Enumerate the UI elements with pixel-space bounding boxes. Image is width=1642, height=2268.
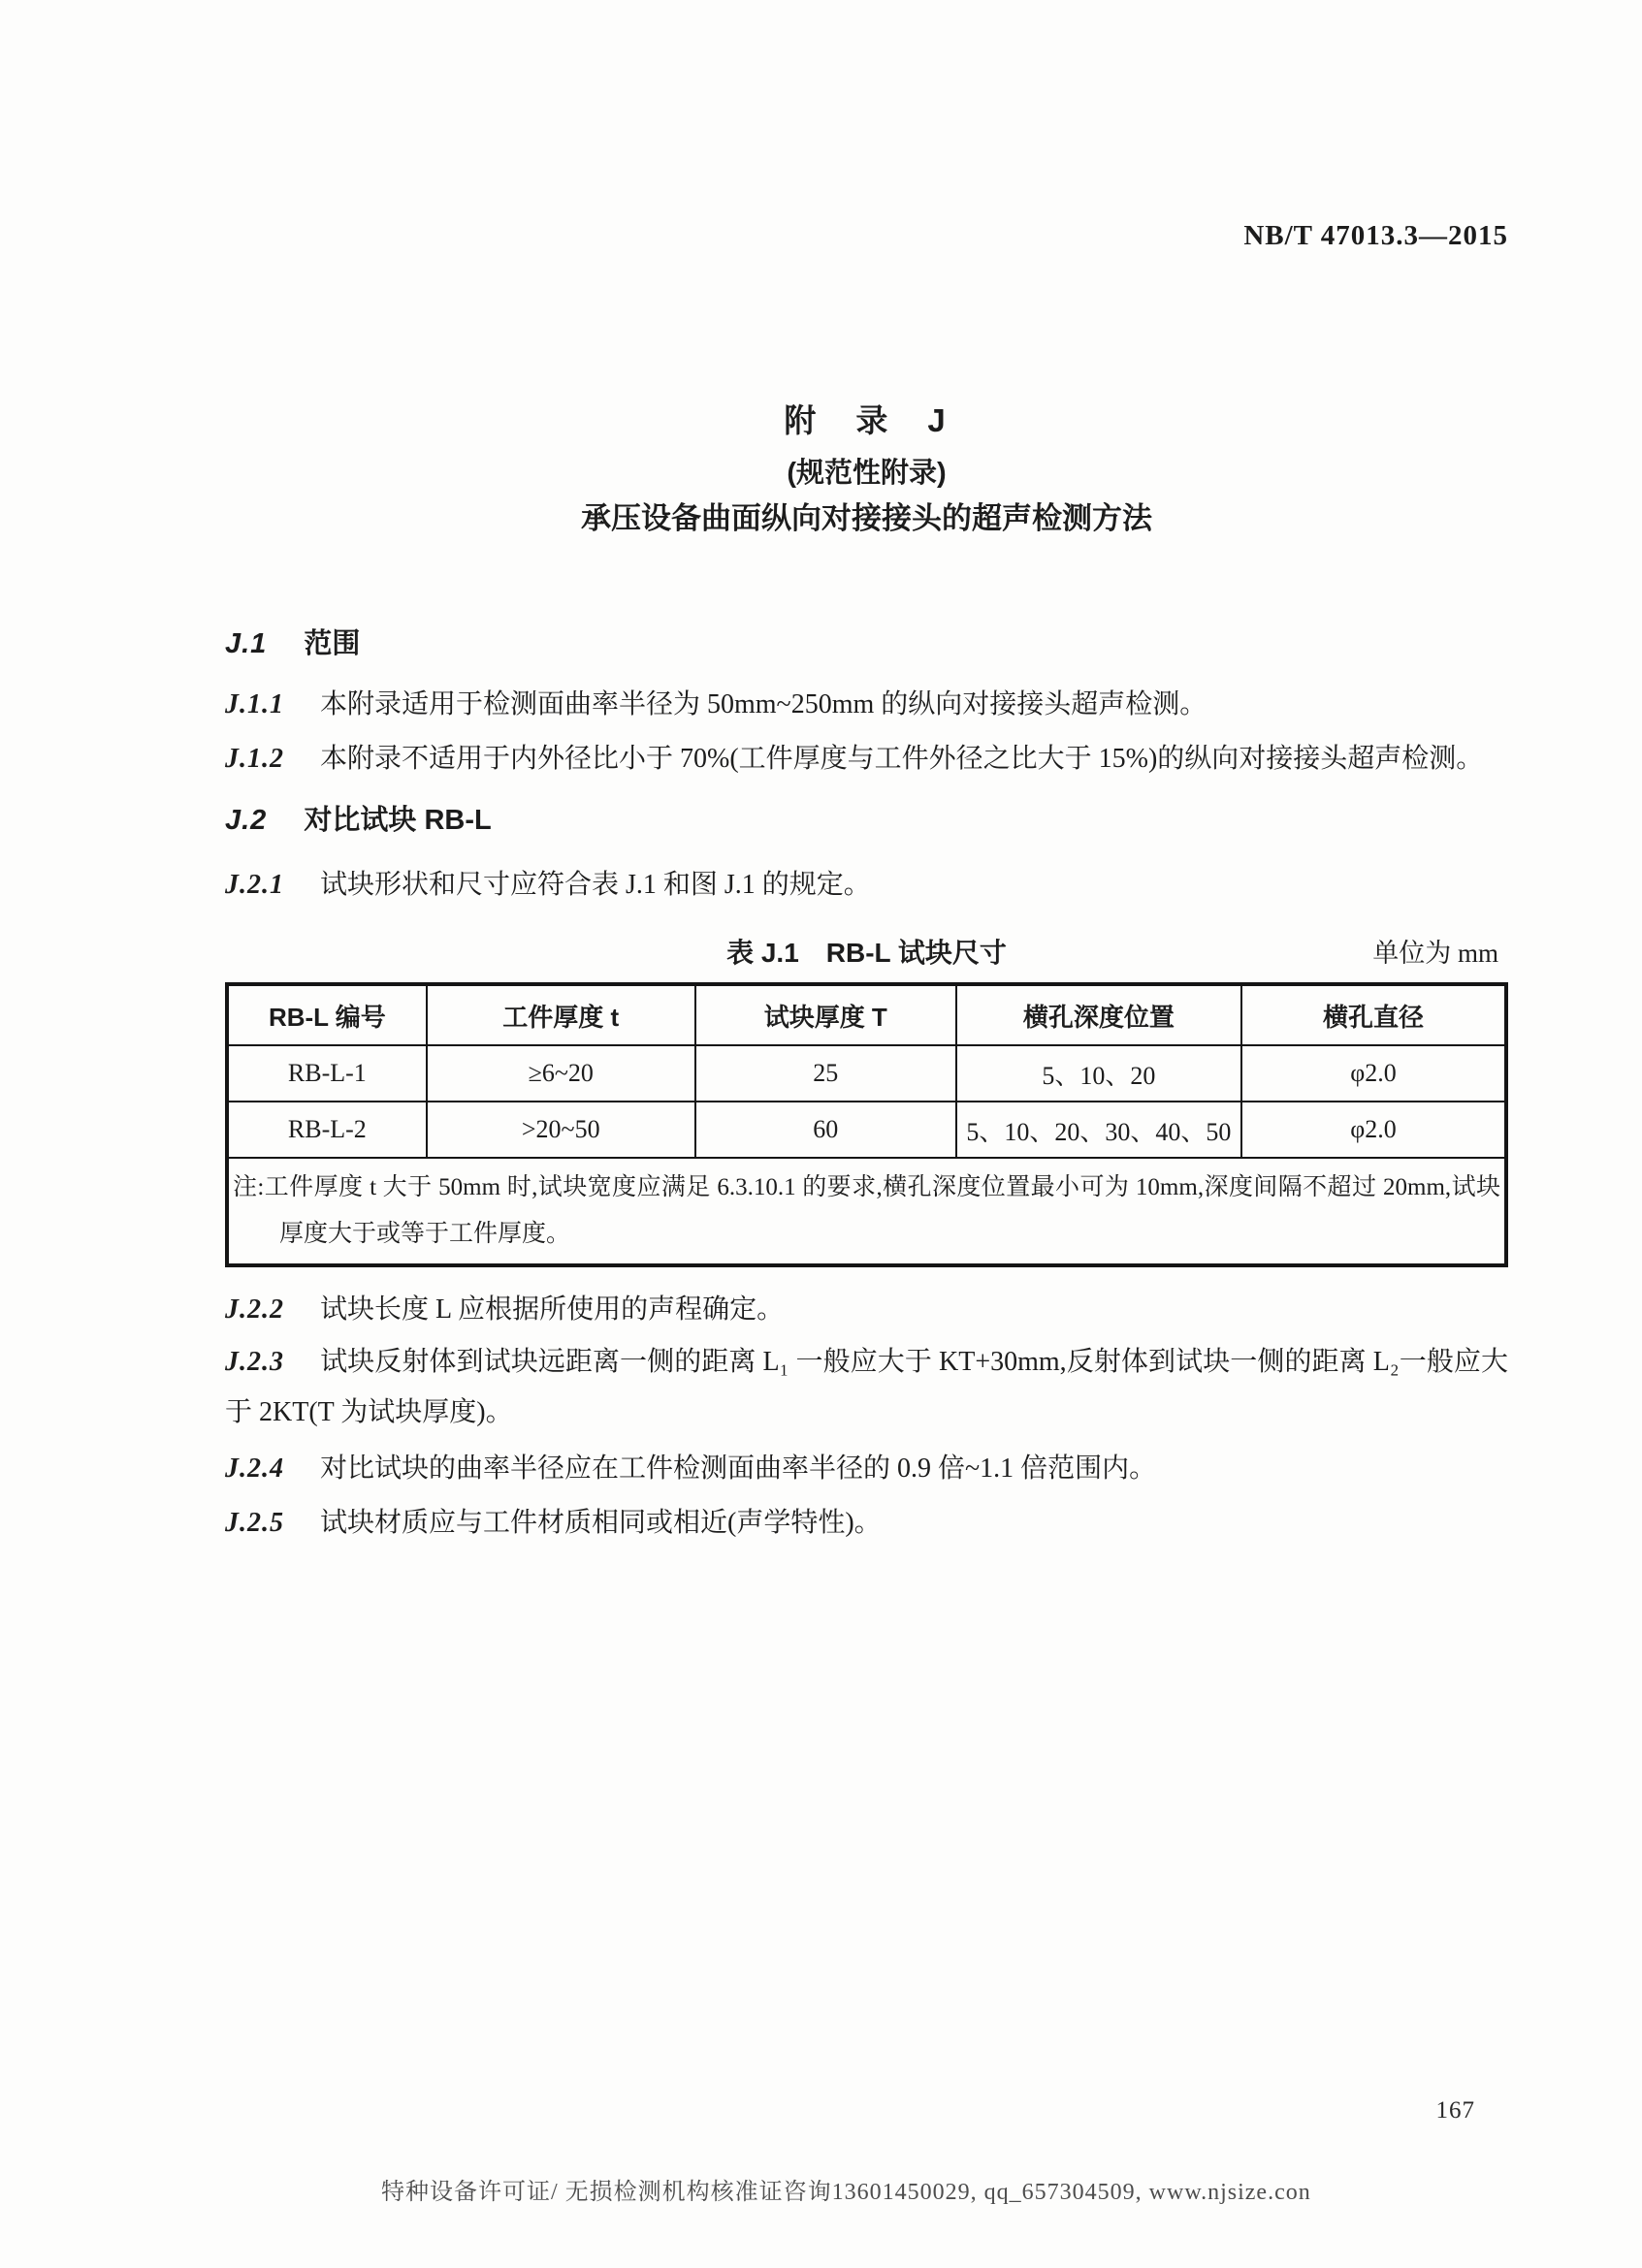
footer-watermark: 特种设备许可证/ 无损检测机构核准证咨询13601450029, qq_657304509, www.njsize.con (381, 2180, 1311, 2205)
clause-text: 试块长度 L 应根据所使用的声程确定。 (320, 1294, 785, 1325)
table-cell: 5、10、20、30、40、50 (956, 1102, 1241, 1158)
column-header: RB-L 编号 (227, 984, 427, 1045)
table-row (227, 1102, 1506, 1158)
clause-text: 范围 (304, 628, 361, 659)
paragraph-j22 (225, 1285, 1508, 1335)
table-caption-row (225, 934, 1508, 973)
table-cell: 60 (695, 1102, 956, 1158)
clause-number: J.2.4 (225, 1453, 284, 1484)
paragraph-j23 (225, 1337, 1508, 1438)
clause-text: 试块反射体到试块远距离一侧的距离 L₁ 一般应大于 KT+30mm,反射体到试块一侧的距离 L₂一般应大于 2KT(T 为试块厚度)。 (225, 1347, 1508, 1427)
paragraph-j25 (225, 1498, 1508, 1549)
table-caption: 表 J.1 RB-L 试块尺寸 (726, 938, 1007, 968)
clause-number: J.2 (225, 805, 268, 836)
appendix-title: 附 录 J (784, 402, 950, 438)
clause-number: J.2.2 (225, 1294, 284, 1325)
page-content (225, 0, 1508, 1549)
appendix-method-title: 承压设备曲面纵向对接接头的超声检测方法 (581, 501, 1152, 535)
clause-number: J.1.2 (225, 744, 284, 774)
section-heading-j2 (225, 800, 1508, 841)
table-cell: RB-L-2 (227, 1102, 427, 1158)
clause-text: 对比试块的曲率半径应在工件检测面曲率半径的 0.9 倍~1.1 倍范围内。 (320, 1453, 1157, 1484)
table-cell: ≥6~20 (427, 1045, 695, 1102)
clause-text: 本附录适用于检测面曲率半径为 50mm~250mm 的纵向对接接头超声检测。 (320, 689, 1207, 719)
table-cell: RB-L-1 (227, 1045, 427, 1102)
clause-text: 试块材质应与工件材质相同或相近(声学特性)。 (320, 1508, 882, 1538)
column-header: 工件厚度 t (427, 984, 695, 1045)
paragraph-j11 (225, 680, 1508, 730)
table-cell: 25 (695, 1045, 956, 1102)
clause-text: 试块形状和尺寸应符合表 J.1 和图 J.1 的规定。 (320, 870, 871, 900)
table-header-row (227, 984, 1506, 1045)
column-header: 试块厚度 T (695, 984, 956, 1045)
rbl-dimension-table (225, 982, 1508, 1267)
clause-number: J.1.1 (225, 689, 284, 719)
table-note-row (227, 1158, 1506, 1265)
table-note-cell (227, 1158, 1506, 1265)
clause-number: J.2.1 (225, 870, 284, 900)
paragraph-j12 (225, 734, 1508, 784)
clause-number: J.2.5 (225, 1508, 284, 1538)
table-cell: φ2.0 (1241, 1102, 1506, 1158)
paragraph-j21 (225, 860, 1508, 910)
table-cell: φ2.0 (1241, 1045, 1506, 1102)
table-note: 注:工件厚度 t 大于 50mm 时,试块宽度应满足 6.3.10.1 的要求,横孔深度位置最小可为 10mm,深度间隔不超过 20mm,试块厚度大于或等于工件厚度。 (233, 1174, 1500, 1247)
table-cell: 5、10、20 (956, 1045, 1241, 1102)
appendix-subtitle: (规范性附录) (787, 458, 947, 489)
standard-code: NB/T 47013.3—2015 (1243, 220, 1508, 251)
clause-text: 对比试块 RB-L (304, 805, 492, 836)
table-cell: >20~50 (427, 1102, 695, 1158)
clause-text: 本附录不适用于内外径比小于 70%(工件厚度与工件外径之比大于 15%)的纵向对接接头超声检测。 (320, 744, 1484, 774)
section-heading-j1 (225, 623, 1508, 664)
paragraph-j24 (225, 1444, 1508, 1494)
table-unit-label: 单位为 mm (1372, 939, 1498, 968)
column-header: 横孔直径 (1241, 984, 1506, 1045)
column-header: 横孔深度位置 (956, 984, 1241, 1045)
clause-number: J.2.3 (225, 1347, 284, 1377)
page-number: 167 (1435, 2097, 1475, 2124)
table-row (227, 1045, 1506, 1102)
clause-number: J.1 (225, 628, 268, 659)
